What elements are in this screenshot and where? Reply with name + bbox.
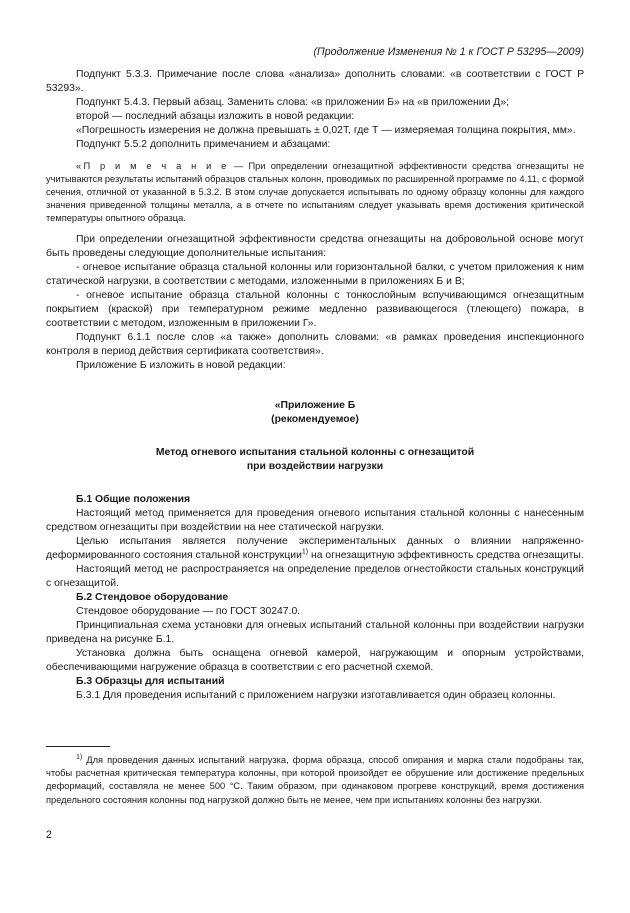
note-block bbox=[46, 160, 584, 225]
page-number: 2 bbox=[46, 829, 52, 841]
section-b1-paragraph-2-text: Целью испытания является получение экспериментальных данных о влиянии напряженно-деформированного состояния стальной конструкции bbox=[46, 536, 584, 561]
paragraph-5-3-3: Подпункт 5.3.3. Примечание после слова «анализа» дополнить словами: «в соответствии с ГОСТ Р 53293». bbox=[46, 69, 584, 94]
appendix-heading bbox=[46, 399, 584, 427]
section-b1-paragraph-1: Настоящий метод применяется для проведения огневого испытания стальной колонны с нанесенным средством огнезащиты при воздействии на нее статической нагрузки. bbox=[46, 508, 584, 533]
footnote-paragraph bbox=[46, 754, 584, 807]
section-b1-paragraph-3: Настоящий метод не распространяется на определение пределов огнестойкости стальных конструкций с огнезащитой. bbox=[46, 564, 584, 589]
footnote-divider bbox=[46, 746, 110, 747]
footnote bbox=[46, 754, 584, 807]
note-label: «П р и м е ч а н и е bbox=[76, 161, 229, 171]
section-b1-title: Б.1 Общие положения bbox=[76, 494, 191, 505]
section-b2-paragraph-3: Установка должна быть оснащена огневой камерой, нагружающим и опорным устройствами, обеспечивающими нагружение образца в соответствии с его расчетной схемой. bbox=[46, 648, 584, 673]
paragraph-additional-tests: При определении огнезащитной эффективности средства огнезащиты на добровольной основе могут быть проведены следующие дополнительные испытания: bbox=[46, 234, 584, 259]
section-b1-paragraph-2 bbox=[46, 535, 584, 563]
note-text: — При определении огнезащитной эффективности средства огнезащиты не учитываются результаты испытаний образцов стальных колонн, проводимых по расширенной программе по 4.11, с формой сечения, отличной от указанной в 5.3.2. В этом случае допускается испытывать по одному образцу колонны для каждого значения приведенной толщины металла, а в отчете по испытаниям следует указывать время достижения критической температуры опытного образца. bbox=[46, 161, 584, 223]
footnote-marker: 1) bbox=[76, 753, 83, 761]
note-paragraph bbox=[46, 160, 584, 225]
method-title-line-1: Метод огневого испытания стальной колонны с огнезащитой bbox=[155, 447, 475, 458]
section-b2-title: Б.2 Стендовое оборудование bbox=[76, 592, 229, 603]
appendix-title: «Приложение Б bbox=[274, 400, 356, 411]
section-b2-paragraph-1: Стендовое оборудование — по ГОСТ 30247.0. bbox=[76, 606, 301, 617]
running-header: (Продолжение Изменения № 1 к ГОСТ Р 53295—2009) bbox=[313, 46, 584, 58]
paragraph-5-4-3: Подпункт 5.4.3. Первый абзац. Заменить слова: «в приложении Б» на «в приложении Д»; bbox=[76, 97, 509, 108]
list-item-intumescent-test: - огневое испытание образца стальной колонны с тонкослойным вспучивающимся огнезащитным покрытием (краской) при температурном режиме медленно развивающегося (тлеющего) пожара, в соответствии с методом, изложенным в приложении Г». bbox=[46, 290, 584, 329]
section-b2-paragraph-2: Принципиальная схема установки для огневых испытаний стальной колонны при воздействии нагрузки приведена на рисунке Б.1. bbox=[46, 620, 584, 645]
list-item-column-beam-test: - огневое испытание образца стальной колонны или горизонтальной балки, с учетом приложения к ним статической нагрузки, в соответствии с методами, изложенными в приложениях Б и В; bbox=[46, 262, 584, 287]
paragraph-second-last: второй — последний абзацы изложить в новой редакции: bbox=[76, 111, 355, 122]
footnote-text: Для проведения данных испытаний нагрузка, форма образца, способ опирания и марка стали подобраны так, чтобы расчетная критическая температура колонны, при которой произойдет ее обрушение или достижение предельных деформаций, составляла не менее 500 °С. Таким образом, при одинаковом прогреве конструкций, время достижения предельного состояния колонны под нагрузкой должно быть не менее, чем при испытаниях колонны без нагрузки. bbox=[46, 755, 584, 805]
section-b1-paragraph-2-tail: на огнезащитную эффективность средства огнезащиты. bbox=[308, 550, 584, 561]
paragraph-appendix-intro: Приложение Б изложить в новой редакции: bbox=[76, 360, 286, 371]
appendix-subtitle: (рекомендуемое) bbox=[271, 414, 359, 425]
paragraph-5-5-2: Подпункт 5.5.2 дополнить примечанием и абзацами: bbox=[76, 139, 331, 150]
paragraph-measurement-error: «Погрешность измерения не должна превышать ± 0,02Т, где Т — измеряемая толщина покрытия, мм». bbox=[76, 125, 576, 136]
method-heading bbox=[46, 446, 584, 474]
paragraph-6-1-1: Подпункт 6.1.1 после слов «а также» дополнить словами: «в рамках проведения инспекционного контроля в период действия сертификата соответствия». bbox=[46, 332, 584, 357]
section-b3-title: Б.3 Образцы для испытаний bbox=[76, 676, 225, 687]
section-b3-paragraph-1: Б.3.1 Для проведения испытаний с приложением нагрузки изготавливается один образец колонны. bbox=[76, 690, 556, 701]
footnote-ref: 1) bbox=[301, 548, 309, 556]
method-title-line-2: при воздействии нагрузки bbox=[246, 461, 384, 472]
document-body bbox=[46, 68, 584, 703]
